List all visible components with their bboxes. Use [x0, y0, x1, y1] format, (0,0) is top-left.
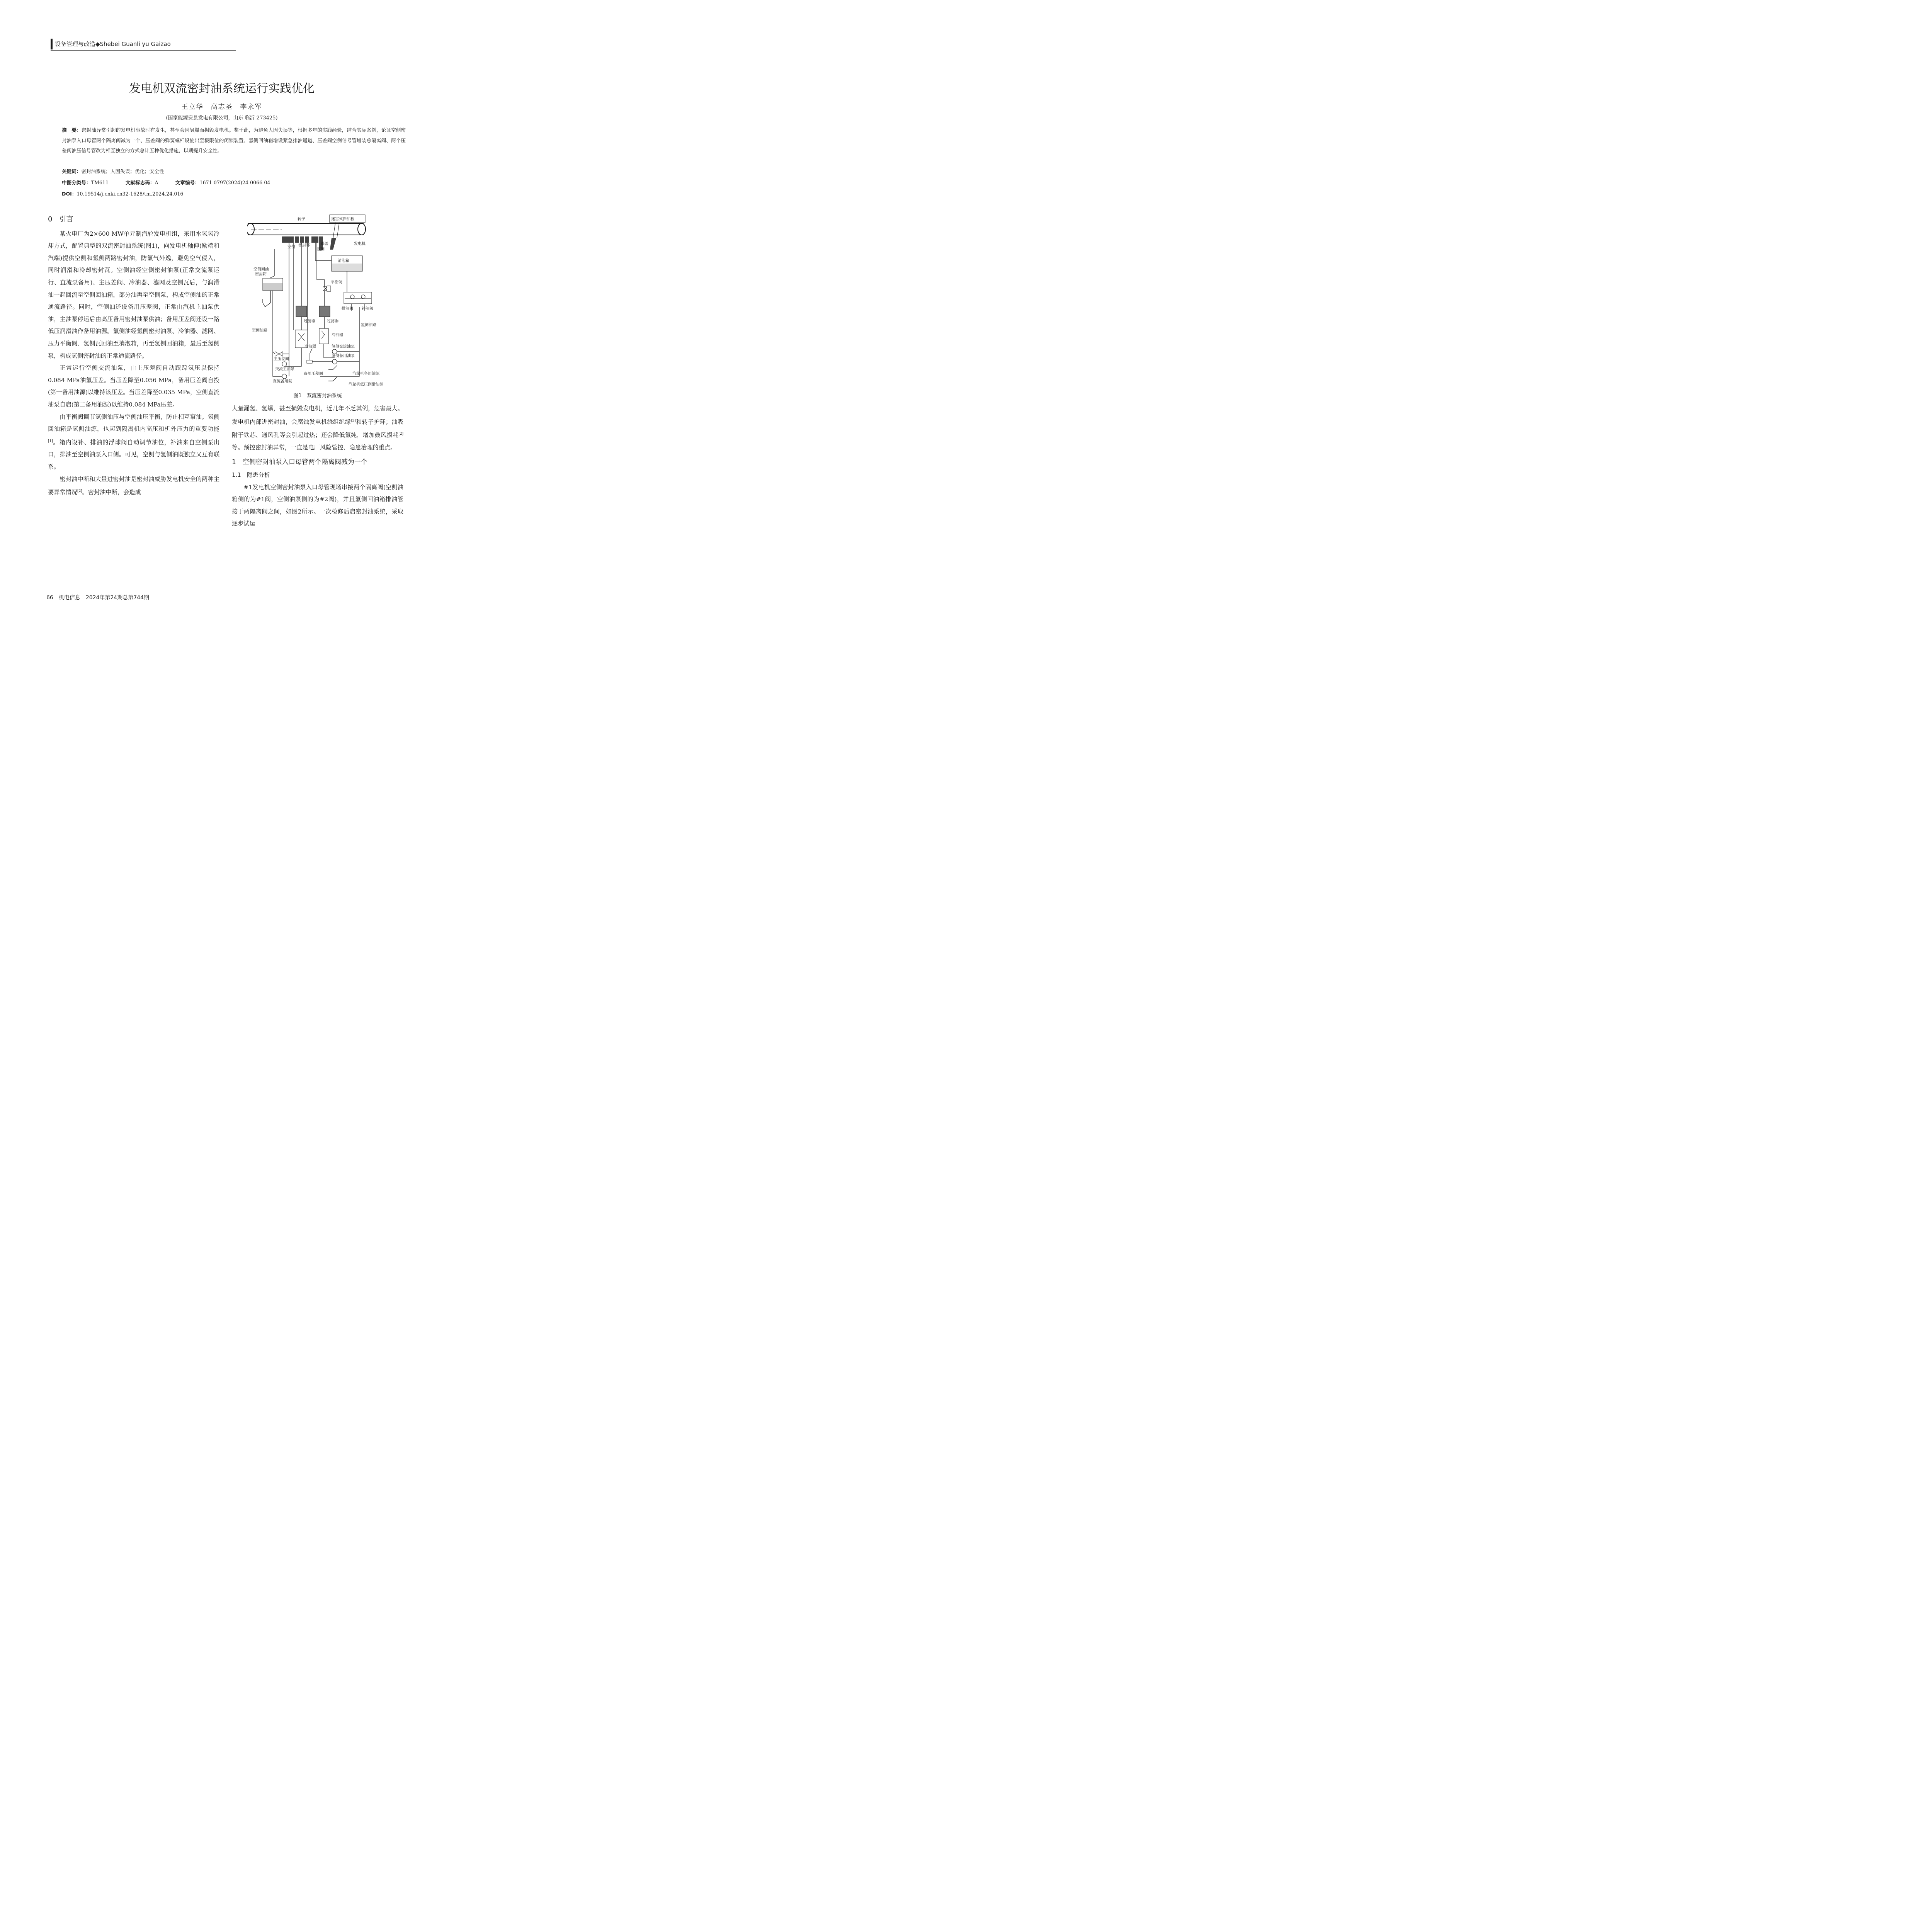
articleno-label: 文章编号：	[175, 180, 200, 185]
label-drain-valve: 排油阀	[342, 307, 353, 311]
air-return-tank-oil	[263, 283, 282, 290]
abstract-text: 密封油异常引起的发电机事故时有发生，甚至会因氢爆而损毁发电机。鉴于此，为避免人因失误等，根据多年的实践经验，结合实际案例，论证空侧密封油泵入口母管两个隔离阀减为一个、压差阀的弹簧螺杆设旋出至极限位的闭锁装置、氢侧回油箱增设紧急排油通道、压差阀空侧信号管增装总隔离阀、两个压差阀油压信号管改为相互独立的方式总计五种优化措施，以期提升安全性。	[62, 127, 406, 153]
label-air-filter: 过滤器	[304, 319, 315, 323]
left-column	[48, 213, 219, 499]
labyrinth-baffle	[330, 238, 336, 250]
seal-ring-segment	[300, 236, 304, 243]
seal-ring-segment	[305, 236, 309, 243]
label-turbine-lowpressure-source: 汽轮机低压润滑油源	[349, 383, 383, 387]
label-ac-main-pump: 交流主油泵	[275, 367, 294, 371]
abstract	[62, 125, 406, 156]
doccode-label: 文献标志码：	[125, 180, 155, 185]
defoam-tank-oil	[332, 264, 362, 271]
section-1-1-heading: 1.1 隐患分析	[232, 471, 270, 479]
label-hydrogen-oil-path: 氢侧油路	[361, 323, 376, 327]
dc-backup-pump	[282, 374, 287, 379]
label-dc-backup-pump: 直流备用泵	[273, 379, 292, 384]
float-ball	[361, 295, 365, 299]
article-affiliation: (国家能源费县发电有限公司，山东 临沂 273425)	[166, 115, 278, 121]
label-air-oil-path: 空侧油路	[252, 328, 267, 333]
header-accent-bar	[51, 39, 53, 49]
label-hydrogen-ac-pump: 氢侧交流油泵	[332, 345, 355, 349]
label-defoam-tank: 消泡箱	[338, 259, 349, 263]
air-side-seal	[282, 236, 294, 243]
keywords-text: 密封油系统；人因失误；优化；安全性	[81, 168, 164, 174]
paragraph: #1发电机空侧密封油泵入口母管现场串接两个隔离阀(空侧油箱侧的为#1阀，空侧油泵侧的为#2阀)，并且氢侧回油箱排油管接于两隔离阀之间，如图2所示。一次检修后启密封油系统，采取逐步试运	[232, 483, 403, 527]
paragraph: 由平衡阀调节氢侧油压与空侧油压平衡，防止相互窜油。氢侧回油箱是氢侧油源，也起到隔离机内高压和机外压力的重要功能[1]。箱内设补、排油的浮球阀自动调节油位，补油来自空侧泵出口，排油至空侧油泵入口侧。可见，空侧与氢侧油既独立又互有联系。	[48, 413, 219, 470]
label-hydrogen-cooler: 冷油器	[332, 333, 343, 337]
keywords-label: 关键词：	[62, 168, 82, 174]
label-air-side: 空侧	[287, 245, 295, 249]
articleno-value: 1671-0797(2024)24-0066-04	[199, 180, 270, 185]
label-seal-ring: 密封环	[298, 243, 310, 248]
figure-1-diagram	[247, 214, 386, 389]
air-side-filter	[296, 306, 307, 317]
label-hydrogen-filter: 过滤器	[327, 319, 338, 323]
doccode-value: A	[155, 180, 158, 185]
citation-ref: [3]	[351, 418, 356, 423]
label-end-cover: 端盖	[321, 242, 328, 246]
ac-main-pump	[282, 362, 287, 366]
section-0-heading: 0 引言	[48, 215, 73, 223]
label-balance-valve: 平衡阀	[331, 281, 342, 285]
label-labyrinth: 迷宫式挡油板	[331, 217, 354, 221]
section-1-heading: 1 空侧密封油泵入口母管两个隔离阀减为一个	[232, 458, 367, 466]
label-air-return-tank: 空侧回油	[253, 267, 269, 272]
seal-ring-segment	[295, 236, 299, 243]
clc-label: 中图分类号：	[62, 180, 91, 185]
keywords-line	[62, 167, 164, 175]
hydrogen-ac-pump	[332, 349, 337, 354]
citation-ref: [2]	[398, 432, 403, 436]
figure-1-caption: 图1 双流密封油系统	[293, 393, 342, 399]
float-ball	[350, 295, 354, 299]
rotor-shaft-end	[358, 223, 366, 235]
header-rule	[51, 50, 236, 51]
label-backup-dp-valve: 备用压差阀	[304, 372, 323, 376]
doi-value: 10.19514/j.cnki.cn32-1628/tm.2024.24.016	[77, 191, 184, 197]
label-air-return-tank: 密封箱	[255, 272, 267, 277]
hydrogen-side-filter	[319, 306, 330, 317]
callout-line	[333, 223, 335, 238]
backup-dp-valve	[307, 360, 312, 363]
classification-line	[62, 179, 270, 186]
paragraph: 正常运行空侧交流油泵，由主压差阀自动跟踪氢压以保持0.084 MPa油氢压差。当压差降至0.056 MPa，备用压差阀自投(第一备用油源)以维持该压差。当压差降至0.035 MPa，空侧直流油泵自启(第二备用油源)以维持0.084 MPa压差。	[48, 364, 219, 408]
hydrogen-side-cooler	[319, 328, 328, 344]
balance-valve-actuator	[327, 286, 331, 291]
label-hydrogen-backup-pump: 氢侧备用油泵	[332, 354, 355, 358]
page-footer: 66 机电信息 2024年第24期总第744期	[46, 595, 149, 601]
paragraph: 密封油中断和大量进密封油是密封油威胁发电机安全的两种主要异常情况[2]。密封油中断，会造成	[48, 475, 219, 496]
label-generator: 发电机	[354, 242, 366, 246]
hydrogen-side-seal	[311, 236, 318, 243]
rotor-shaft	[248, 223, 363, 235]
article-title: 发电机双流密封油系统运行实践优化	[129, 82, 315, 95]
label-hydrogen-side: 氢侧	[317, 247, 325, 252]
doi-line	[62, 190, 183, 197]
callout-line	[337, 223, 339, 238]
paragraph: 大量漏氢、氢爆，甚至损毁发电机，近几年不乏其例，危害最大。发电机内部进密封油，会腐蚀发电机绕组绝缘[3]和转子护环；油吸附于铁芯、通风孔等会引起过热；还会降低氢纯，增加鼓风损耗[2]等。预控密封油异常，一直是电厂风险管控、隐患治理的重点。	[232, 405, 404, 451]
label-air-cooler: 冷油器	[304, 345, 316, 349]
journal-section-header: 设备管理与改造◆Shebei Guanli yu Gaizao	[55, 41, 171, 48]
label-main-dp-valve: 主压差阀	[274, 357, 289, 361]
paragraph: 某火电厂为2×600 MW单元制汽轮发电机组，采用水氢氢冷却方式，配置典型的双流密封油系统(图1)，向发电机轴伸(励端和汽端)提供空侧和氢侧两路密封油，防氢气外逸，避免空气侵入，同时润滑和冷却密封瓦。空侧油经空侧密封油泵(正常交流泵运行、直流泵备用)、主压差阀、冷油器、滤网及空侧瓦后，与润滑油一起回流至空侧回油箱，部分油再至空侧泵，构成空侧油的正常通流路径。同时，空侧油还设备用压差阀，正常由汽机主油泵供油，主油泵停运后由高压备用密封油泵供油；备用压差阀还设一路低压润滑油作备用油源。氢侧油经氢侧密封油泵、冷油器、滤网、压力平衡阀、氢侧瓦回油至消泡箱，再至氢侧回油箱，最后至氢侧泵，构成氢侧密封油的正常通流路径。	[48, 230, 219, 359]
abstract-label: 摘 要：	[62, 127, 82, 133]
article-authors: 王立华 高志圣 李永军	[181, 103, 262, 111]
right-column	[232, 403, 403, 530]
label-makeup-valve: 补油阀	[362, 307, 373, 311]
main-dp-valve	[275, 352, 283, 356]
label-rotor: 转子	[298, 217, 305, 221]
clc-value: TM611	[91, 180, 109, 185]
hydrogen-return-tank	[344, 292, 372, 304]
citation-ref: [1]	[48, 439, 53, 443]
label-turbine-backup-source: 汽轮机备用油源	[352, 372, 379, 376]
doi-label: DOI：	[62, 191, 77, 197]
citation-ref: [2]	[77, 489, 82, 493]
